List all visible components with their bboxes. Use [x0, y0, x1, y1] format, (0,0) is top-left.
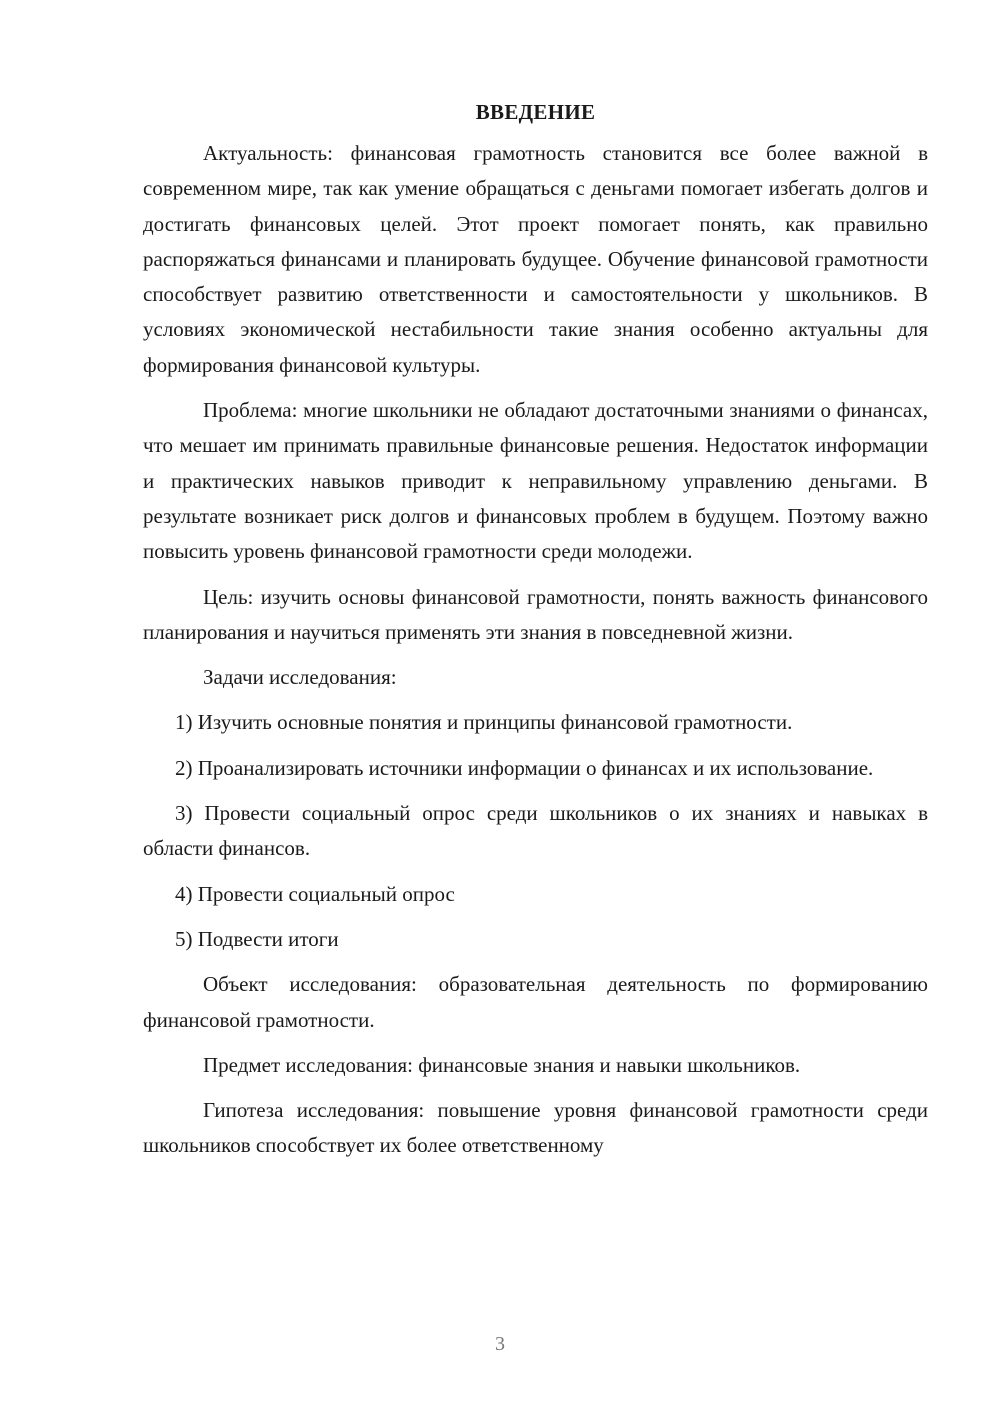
paragraph-subject: Предмет исследования: финансовые знания и навыки школьников.	[203, 1052, 801, 1077]
task-item-4: 4) Провести социальный опрос	[175, 881, 455, 906]
paragraph-hypothesis: Гипотеза исследования: повышение уровня финансовой грамотности среди школьников способствует их более ответственному	[143, 1098, 928, 1158]
page-number: 3	[495, 1333, 505, 1355]
document-page	[143, 95, 928, 1174]
task-item-3: 3) Провести социальный опрос среди школьников о их знаниях и навыках в области финансов.	[143, 801, 928, 861]
paragraph-goal: Цель: изучить основы финансовой грамотности, понять важность финансового планирования и научиться применять эти знания в повседневной жизни.	[143, 584, 928, 644]
paragraph-relevance: Актуальность: финансовая грамотность становится все более важной в современном мире, так как умение обращаться с деньгами помогает избегать долгов и достигать финансовых целей. Этот проект помогает понять, как правильно распоряжаться финансами и планировать будущее. Обучение финансовой грамотности способствует развитию ответственности и самостоятельности у школьников. В условиях экономической нестабильности такие знания особенно актуальны для формирования финансовой культуры.	[143, 141, 928, 377]
paragraph-problem: Проблема: многие школьники не обладают достаточными знаниями о финансах, что мешает им принимать правильные финансовые решения. Недостаток информации и практических навыков приводит к неправильному управлению деньгами. В результате возникает риск долгов и финансовых проблем в будущем. Поэтому важно повысить уровень финансовой грамотности среди молодежи.	[143, 398, 928, 564]
page-title: ВВЕДЕНИЕ	[475, 100, 596, 124]
paragraph-object: Объект исследования: образовательная деятельность по формированию финансовой грамотности.	[143, 972, 928, 1032]
task-item-2: 2) Проанализировать источники информации о финансах и их использование.	[175, 755, 874, 780]
task-item-5: 5) Подвести итоги	[175, 926, 339, 951]
task-item-1: 1) Изучить основные понятия и принципы финансовой грамотности.	[175, 710, 793, 735]
tasks-heading: Задачи исследования:	[203, 665, 397, 690]
